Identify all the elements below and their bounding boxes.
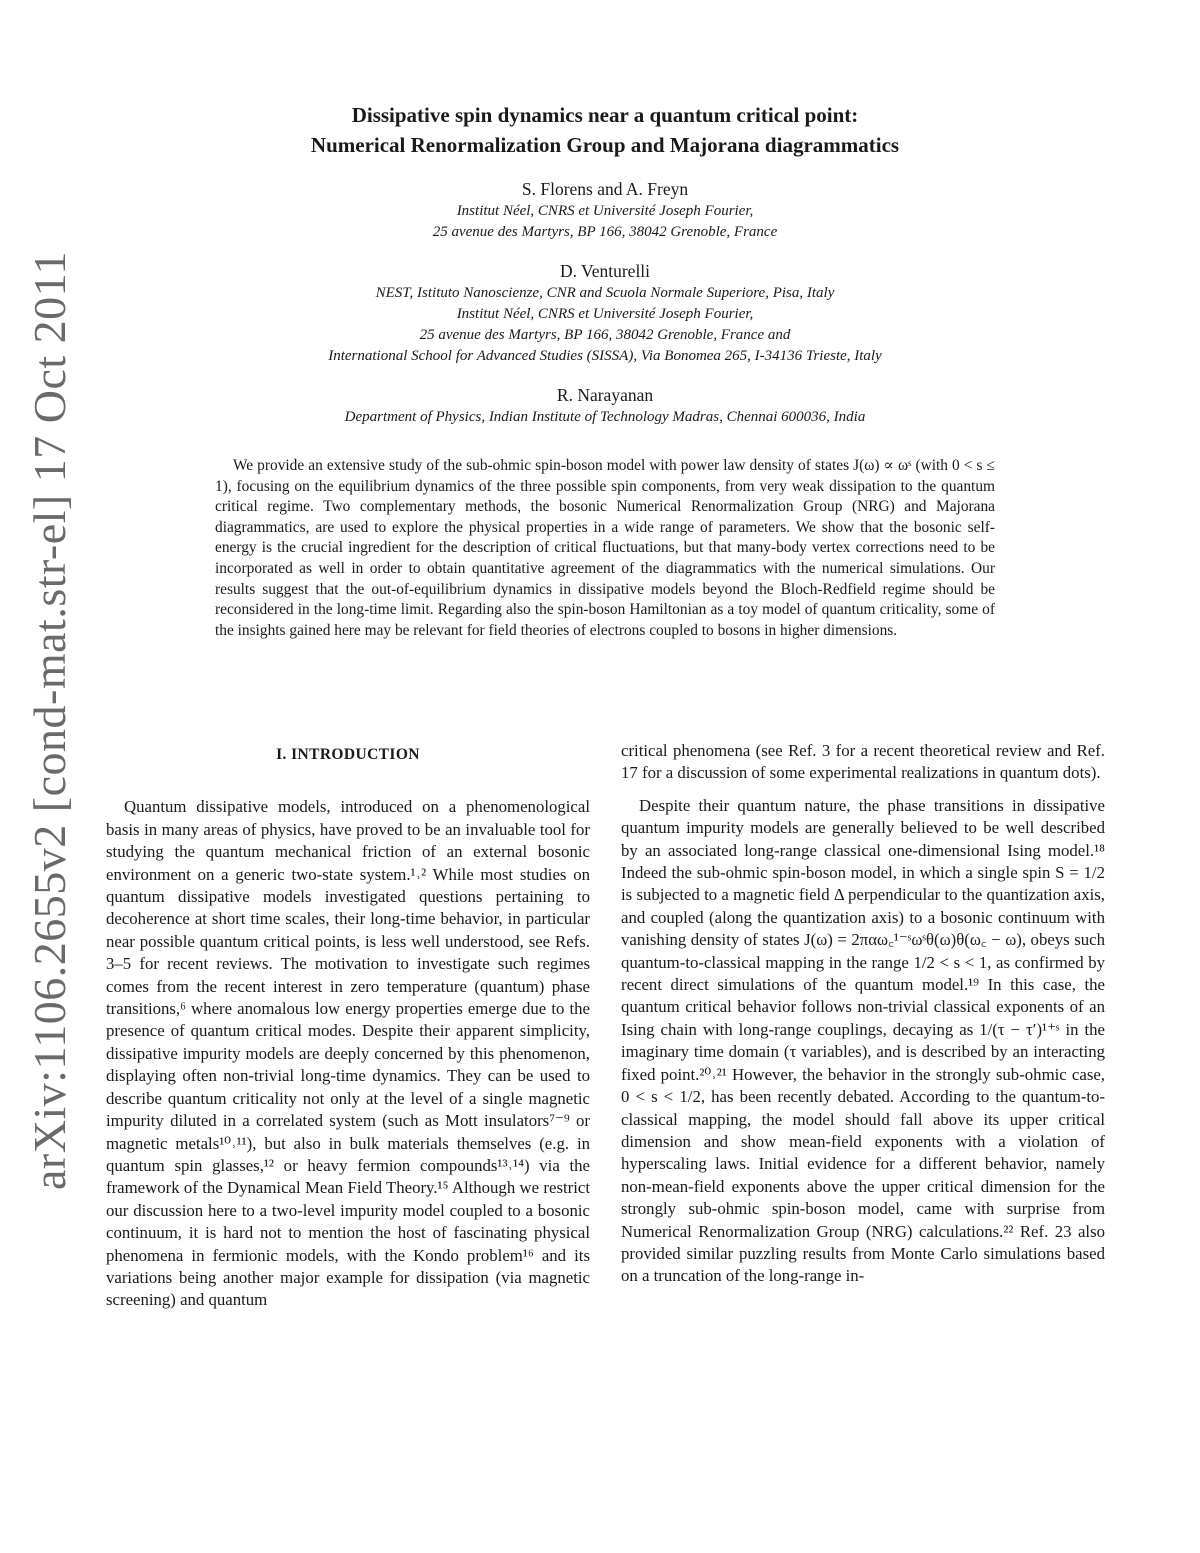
arxiv-identifier: arXiv:1106.2655v2 [cond-mat.str-el] 17 Oct 2011: [24, 251, 75, 1190]
author-block: [150, 177, 1060, 444]
abstract: We provide an extensive study of the sub-ohmic spin-boson model with power law density of states J(ω) ∝ ωˢ (with 0 < s ≤ 1), focusing on the equilibrium dynamics of the three possible spin components, from very weak dissipation to the quantum critical regime. Two complementary methods, the bosonic Numerical Renormalization Group (NRG) and Majorana diagrammatics, are used to explore the physical properties in a wide range of parameters. We show that the bosonic self-energy is the crucial ingredient for the description of critical fluctuations, but that many-body vertex corrections need to be incorporated as well in order to obtain quantitative agreement of the diagrammatics with the numerical simulations. Our results suggest that the out-of-equilibrium dynamics in dissipative models beyond the Bloch-Redfield regime should be reconsidered in the long-time limit. Regarding also the spin-boson Hamiltonian as a toy model of quantum criticality, some of the insights gained here may be relevant for field theories of electrons coupled to bosons in higher dimensions.: [215, 457, 995, 639]
section-heading: I. INTRODUCTION: [276, 746, 420, 763]
body-paragraph: critical phenomena (see Ref. 3 for a recent theoretical review and Ref. 17 for a discussion of some experimental realizations in quantum dots).: [621, 741, 1105, 783]
body-paragraph: Quantum dissipative models, introduced on a phenomenological basis in many areas of physics, have proved to be an invaluable tool for studying the quantum mechanical friction of an external bosonic environment on a generic two-state system.¹˒² While most studies on quantum dissipative models investigated questions pertaining to decoherence at short time scales, their long-time behavior, in particular near possible quantum critical points, is less well understood, see Refs. 3–5 for recent reviews. The motivation to investigate such regimes comes from the recent interest in zero temperature (quantum) phase transitions,⁶ where anomalous low energy properties emerge due to the presence of quantum critical modes. Despite their apparent simplicity, dissipative impurity models are deeply concerned by this phenomenon, displaying often non-trivial long-time dynamics. They can be used to describe quantum criticality not only at the level of a single magnetic impurity diluted in a correlated system (such as Mott insulators⁷⁻⁹ or magnetic metals¹⁰˒¹¹), but also in bulk materials themselves (e.g. in quantum spin glasses,¹² or heavy fermion compounds¹³˒¹⁴) via the framework of the Dynamical Mean Field Theory.¹⁵ Although we restrict our discussion here to a two-level impurity model coupled to a bosonic continuum, it is hard not to mention the host of fascinating physical phenomena in fermionic models, with the Kondo problem¹⁶ and its variations being another major example for dissipation (via magnetic screening) and quantum: [106, 797, 590, 1310]
affiliation-line: 25 avenue des Martyrs, BP 166, 38042 Grenoble, France: [432, 224, 778, 240]
affiliation-line: Institut Néel, CNRS et Université Joseph Fourier,: [456, 306, 754, 322]
author-name: S. Florens and A. Freyn: [521, 179, 689, 199]
author-group-1: [150, 177, 1060, 243]
author-name: D. Venturelli: [559, 261, 651, 281]
author-name: R. Narayanan: [556, 385, 654, 405]
affiliation-line: Department of Physics, Indian Institute of Technology Madras, Chennai 600036, India: [344, 409, 866, 425]
paper-title: [150, 100, 1060, 160]
affiliation-line: NEST, Istituto Nanoscienze, CNR and Scuola Normale Superiore, Pisa, Italy: [375, 285, 835, 301]
title-line-1: Dissipative spin dynamics near a quantum critical point:: [351, 103, 859, 127]
affiliation-line: International School for Advanced Studies (SISSA), Via Bonomea 265, I-34136 Trieste, Italy: [328, 348, 882, 364]
author-group-3: [150, 383, 1060, 428]
right-column: [621, 740, 1105, 1288]
body-paragraph: Despite their quantum nature, the phase transitions in dissipative quantum impurity models are generally believed to be well described by an associated long-range classical one-dimensional Ising model.¹⁸ Indeed the sub-ohmic spin-boson model, in which a single spin S = 1/2 is subjected to a magnetic field Δ perpendicular to the quantization axis, and coupled (along the quantization axis) to a bosonic continuum with vanishing density of states J(ω) = 2παω꜀¹⁻ˢωˢθ(ω)θ(ω꜀ − ω), obeys such quantum-to-classical mapping in the range 1/2 < s < 1, as confirmed by recent direct simulations of the quantum model.¹⁹ In this case, the quantum critical behavior follows non-trivial classical exponents of an Ising chain with long-range couplings, decaying as 1/(τ − τ′)¹⁺ˢ in the imaginary time domain (τ variables), and is described by an interacting fixed point.²⁰˒²¹ However, the behavior in the strongly sub-ohmic case, 0 < s < 1/2, has been recently debated. According to the quantum-to-classical mapping, the model should fall above its upper critical dimension and show mean-field exponents with a violation of hyperscaling laws. Initial evidence for a different behavior, namely non-mean-field exponents above the upper critical dimension for the strongly sub-ohmic spin-boson model, came with surprise from Numerical Renormalization Group (NRG) calculations.²² Ref. 23 also provided similar puzzling results from Monte Carlo simulations based on a truncation of the long-range in-: [621, 795, 1105, 1286]
title-line-2: Numerical Renormalization Group and Majorana diagrammatics: [310, 133, 900, 157]
affiliation-line: Institut Néel, CNRS et Université Joseph Fourier,: [456, 203, 754, 219]
left-column: [106, 740, 590, 1312]
affiliation-line: 25 avenue des Martyrs, BP 166, 38042 Grenoble, France and: [419, 327, 791, 343]
author-group-2: [150, 259, 1060, 367]
